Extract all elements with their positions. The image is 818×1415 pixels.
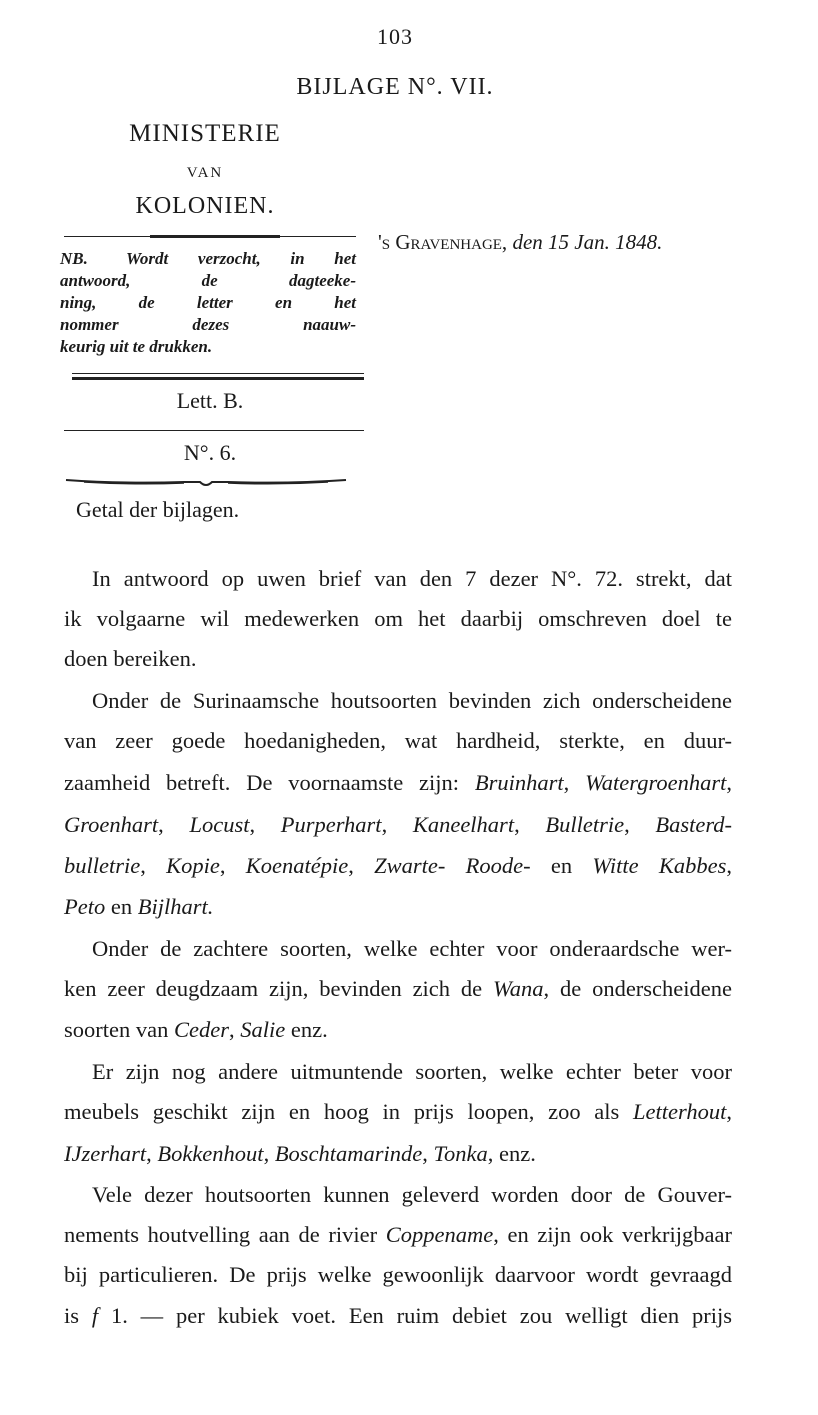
italic-term: Purperhart (280, 812, 382, 837)
italic-term: Witte Kabbes (592, 853, 727, 878)
body-line (92, 688, 732, 714)
ministry-line-2: VAN (186, 165, 224, 181)
text-run: , (228, 1017, 241, 1042)
text-run: , (726, 853, 733, 878)
text-run: , (249, 812, 281, 837)
text-run: , (624, 812, 656, 837)
body-line (64, 1017, 732, 1043)
italic-term: Watergroenhart (585, 770, 727, 795)
text-run: en (105, 894, 138, 919)
italic-term: bulletrie (64, 853, 141, 878)
text-run: Onder de zachtere soorten, welke echter voor onderaardsche wer- (92, 936, 732, 961)
number-reference: N°. 6. (183, 440, 237, 465)
text-run: meubels geschikt zijn en hoog in prijs loopen, zoo als (64, 1099, 634, 1124)
nb-line: Wordt verzocht, in het (126, 249, 356, 268)
italic-term: Koenatépie (245, 853, 349, 878)
body-line (64, 728, 732, 754)
text-run: In antwoord op uwen brief van den 7 dezer N°. 72. strekt, dat (92, 566, 732, 591)
attachments-label: Getal der bijlagen. (76, 497, 240, 522)
page-number: 103 (377, 24, 413, 49)
place: 's Gravenhage, (378, 230, 508, 254)
ornamental-rule (64, 478, 348, 490)
text-run: Onder de Surinaamsche houtsoorten bevinden zich onderscheidene (92, 688, 732, 713)
body-line (92, 1059, 732, 1085)
text-run: ken zeer deugdzaam zijn, bevinden zich de (64, 976, 494, 1001)
text-run: en (530, 853, 593, 878)
italic-term: Kopie (166, 853, 220, 878)
text-run: , (381, 812, 413, 837)
italic-term: Ceder (173, 1017, 229, 1042)
body-line (64, 1303, 732, 1329)
nb-tag: NB. (60, 249, 88, 268)
body-line (92, 936, 732, 962)
text-run: , de onderscheidene (543, 976, 733, 1001)
italic-term: Bruinhart (474, 770, 564, 795)
text-run: is (64, 1303, 92, 1328)
italic-term: Basterd- (655, 812, 732, 837)
italic-term: Salie (240, 1017, 286, 1042)
body-line (64, 894, 732, 920)
text-run: , (263, 1141, 275, 1166)
text-run: 1. — per kubiek voet. Een ruim debiet zou welligt dien prijs (98, 1303, 732, 1328)
divider-double-thin (72, 373, 364, 374)
text-run: , (563, 770, 586, 795)
body-line (64, 770, 732, 796)
text-run: van zeer goede hoedanigheden, wat hardheid, sterkte, en duur- (64, 728, 732, 753)
body-line (64, 606, 732, 632)
letter-reference: Lett. B. (176, 388, 244, 413)
nb-line: nommer dezes naauw- (60, 315, 356, 334)
ministry-line-1: MINISTERIE (129, 120, 281, 147)
body-line (64, 812, 732, 838)
body-line (64, 853, 732, 879)
text-run: Vele dezer houtsoorten kunnen geleverd worden door de Gouver- (92, 1182, 732, 1207)
body-line (64, 976, 732, 1002)
text-run: , (422, 1141, 434, 1166)
text-run: nements houtvelling aan de rivier (64, 1222, 386, 1247)
text-run: doen bereiken. (64, 646, 197, 671)
place-date (378, 230, 662, 255)
italic-term: Coppename (385, 1222, 494, 1247)
body-line (64, 1141, 732, 1167)
italic-term: IJzerhart (64, 1141, 147, 1166)
nb-line: ning, de letter en het (60, 293, 356, 312)
divider-mid (64, 430, 364, 431)
italic-term: Locust (189, 812, 250, 837)
italic-term: Kaneelhart (412, 812, 515, 837)
text-run: , (140, 853, 167, 878)
nb-line: keurig uit te drukken. (60, 337, 213, 356)
appendix-heading: BIJLAGE N°. VII. (296, 74, 494, 100)
text-run: bij particulieren. De prijs welke gewoonlijk daarvoor wordt gevraagd (64, 1262, 732, 1287)
divider-top-bold (150, 235, 280, 238)
text-run: , (219, 853, 246, 878)
body-line (64, 1099, 732, 1125)
italic-term: Wana (493, 976, 544, 1001)
text-run: , (146, 1141, 158, 1166)
text-run: , (348, 853, 375, 878)
text-run: soorten van (64, 1017, 174, 1042)
text-run: , (726, 770, 732, 795)
italic-term: Bokkenhout (157, 1141, 264, 1166)
italic-term: Boschtamarinde (274, 1141, 423, 1166)
divider-double-thick (72, 377, 364, 380)
body-line (64, 646, 732, 672)
text-run: Er zijn nog andere uitmuntende soorten, welke echter beter voor (92, 1059, 732, 1084)
italic-term: Bijlhart. (137, 894, 214, 919)
italic-term: Letterhout (633, 1099, 727, 1124)
date: den 15 Jan. 1848. (512, 230, 663, 254)
italic-term: Zwarte- Roode- (374, 853, 531, 878)
text-run: ik volgaarne wil medewerken om het daarbij omschreven doel te (64, 606, 732, 631)
body-line (92, 566, 732, 592)
body-line (92, 1182, 732, 1208)
nb-line: antwoord, de dagteeke- (60, 271, 356, 290)
italic-term: Groenhart (64, 812, 159, 837)
text-run: zaamheid betreft. De voornaamste zijn: (64, 770, 475, 795)
text-run: enz. (285, 1017, 328, 1042)
italic-term: Peto (64, 894, 106, 919)
text-run: , enz. (487, 1141, 536, 1166)
text-run: , (158, 812, 190, 837)
body-line (64, 1262, 732, 1288)
text-run: , en zijn ook verkrijgbaar (493, 1222, 732, 1247)
body-line (64, 1222, 732, 1248)
italic-term: Bulletrie (545, 812, 625, 837)
text-run: , (726, 1099, 732, 1124)
italic-term: Tonka (433, 1141, 488, 1166)
italic-term: f (91, 1303, 99, 1328)
text-run: , (514, 812, 546, 837)
ministry-line-3: KOLONIEN. (135, 193, 275, 219)
